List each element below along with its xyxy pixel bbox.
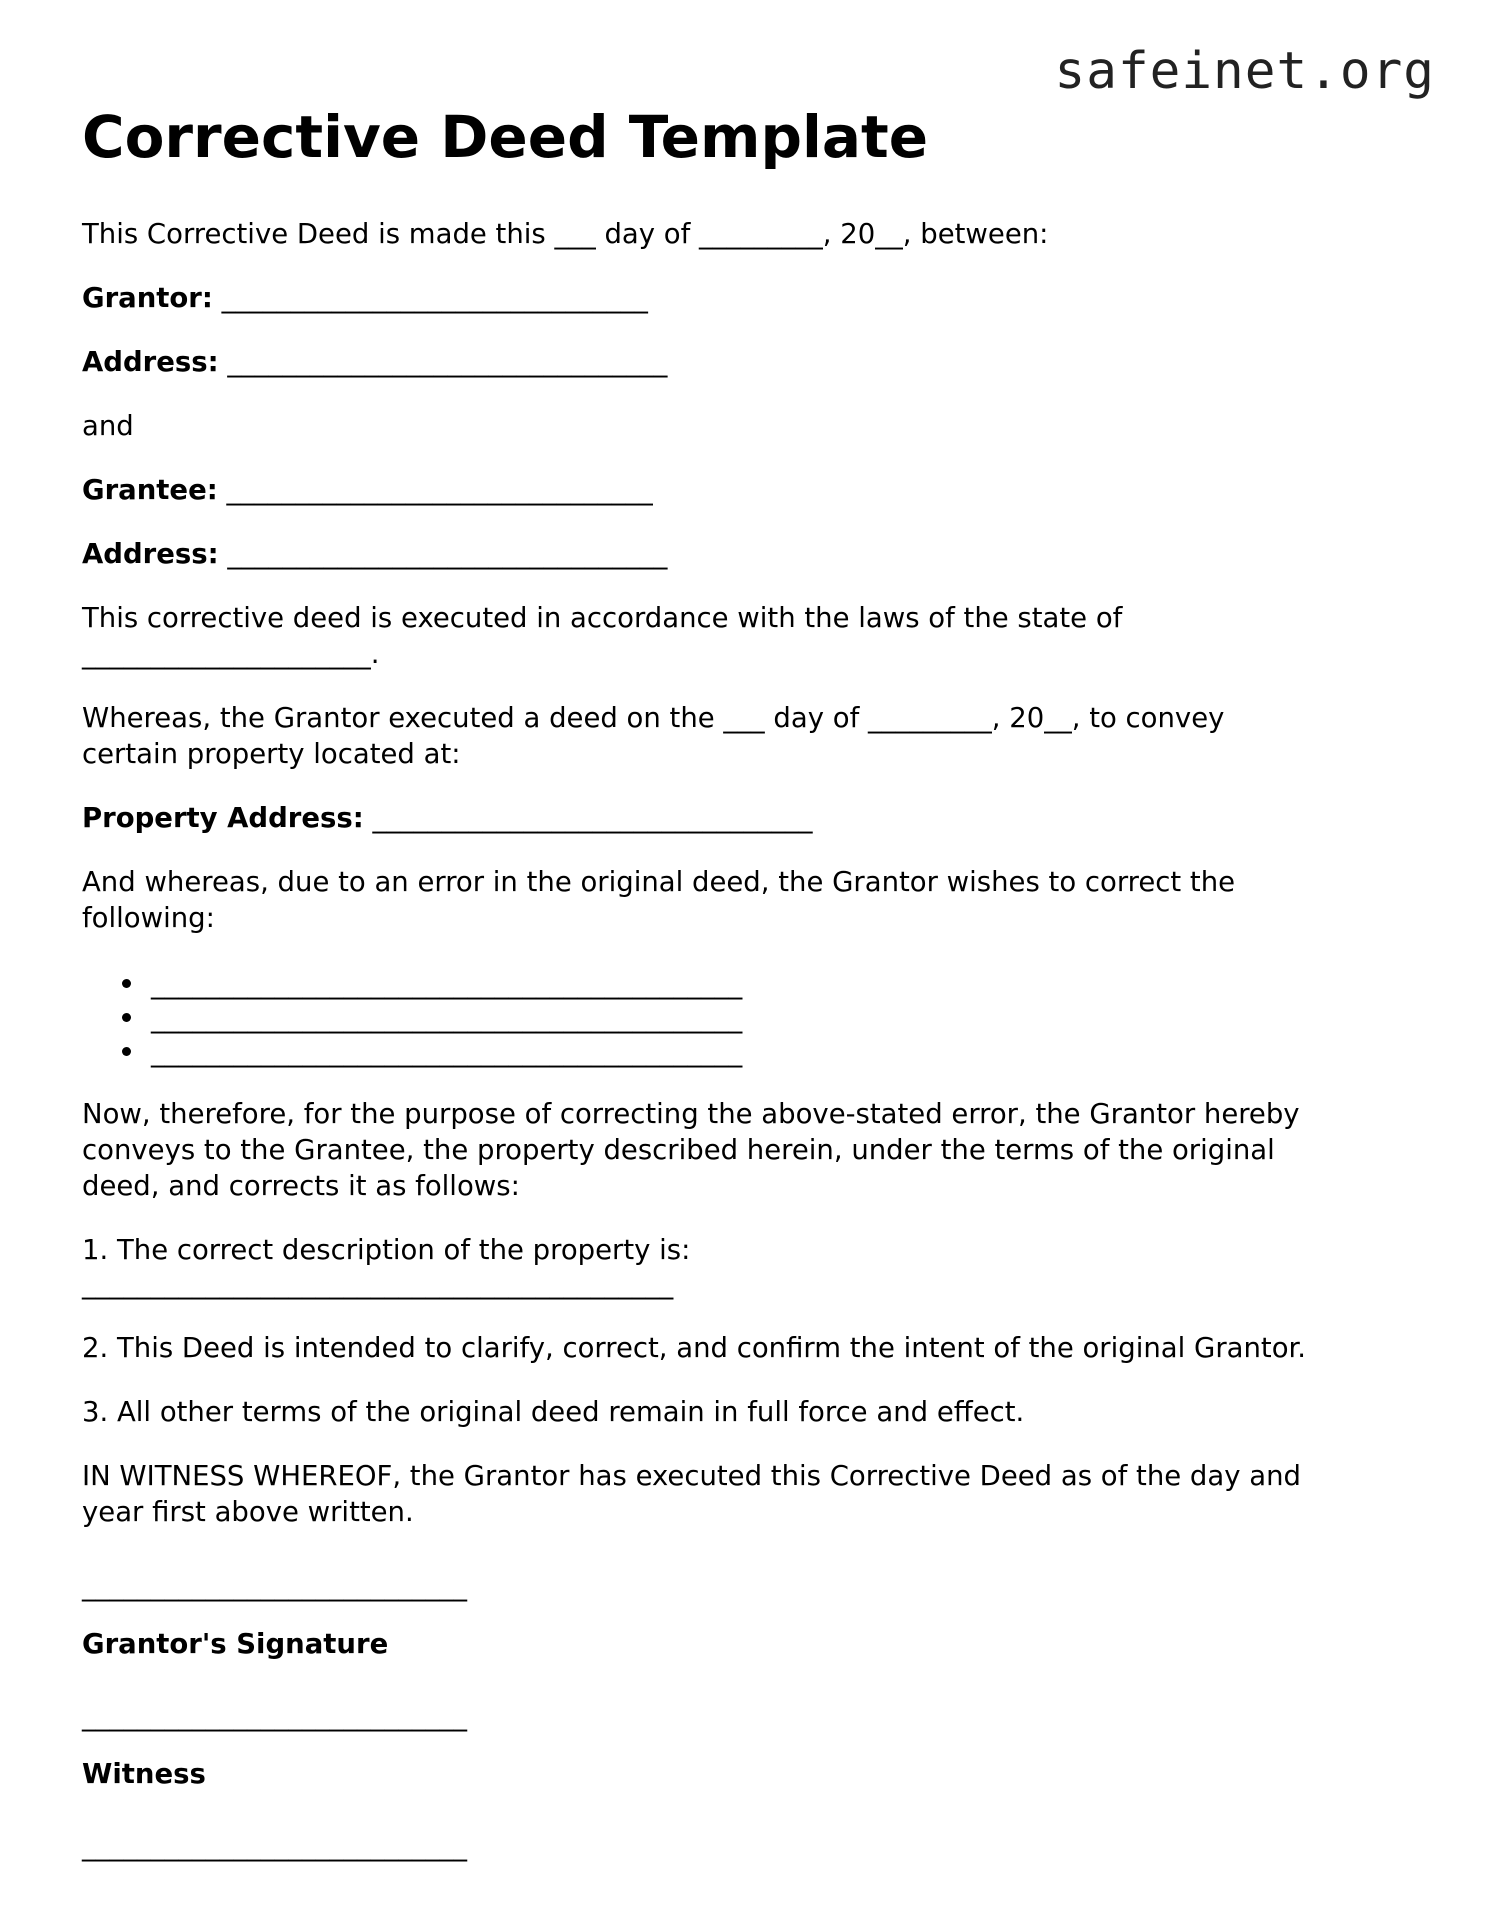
grantee-address-field — [82, 536, 667, 572]
bullet-icon — [122, 979, 131, 988]
property-address-field — [82, 800, 813, 836]
term-1-line-1: 1. The correct description of the property is: — [82, 1234, 691, 1266]
property-address-blank: ________________________________ — [372, 802, 813, 834]
grantee-label: Grantee: — [82, 474, 218, 506]
bullet-icon — [122, 1047, 131, 1056]
grantor-address-blank: ________________________________ — [227, 346, 668, 378]
witness-label: Witness — [82, 1758, 206, 1790]
grantor-label: Grantor: — [82, 282, 213, 314]
now-therefore-line-2: conveys to the Grantee, the property described herein, under the terms of the original — [82, 1134, 1275, 1166]
grantor-blank: _______________________________ — [221, 282, 648, 314]
term-1-line-2: ___________________________________________ — [82, 1268, 674, 1300]
and-text: and — [82, 410, 134, 442]
document-title: Corrective Deed Template — [82, 103, 929, 171]
grantee-address-blank: ________________________________ — [227, 538, 668, 570]
extra-signature-line: ____________________________ — [82, 1830, 467, 1862]
witness-whereof-line-1: IN WITNESS WHEREOF, the Grantor has executed this Corrective Deed as of the day and — [82, 1460, 1301, 1492]
error-text-line-1: And whereas, due to an error in the original deed, the Grantor wishes to correct the — [82, 866, 1236, 898]
watermark-text: safeinet.org — [1054, 42, 1435, 101]
error-text-line-2: following: — [82, 902, 215, 934]
term-3: 3. All other terms of the original deed remain in full force and effect. — [82, 1396, 1025, 1428]
now-therefore-line-1: Now, therefore, for the purpose of correcting the above-stated error, the Grantor hereby — [82, 1098, 1300, 1130]
grantee-field — [82, 472, 653, 508]
laws-text-line-1: This corrective deed is executed in accordance with the laws of the state of — [82, 602, 1123, 634]
whereas-text-line-2: certain property located at: — [82, 738, 461, 770]
grantee-address-label: Address: — [82, 538, 219, 570]
bullet-icon — [122, 1013, 131, 1022]
correction-list-item — [122, 966, 742, 1002]
correction-list-item — [122, 1000, 742, 1036]
correction-blank: ___________________________________________ — [151, 968, 743, 1000]
correction-list-item — [122, 1034, 742, 1070]
property-address-label: Property Address: — [82, 802, 364, 834]
correction-blank: ___________________________________________ — [151, 1002, 743, 1034]
intro-text: This Corrective Deed is made this ___ day of _________, 20__, between: — [82, 218, 1049, 250]
witness-signature-line: ____________________________ — [82, 1700, 467, 1732]
witness-whereof-line-2: year first above written. — [82, 1496, 414, 1528]
grantee-blank: _______________________________ — [226, 474, 653, 506]
laws-text-line-2: _____________________. — [82, 638, 380, 670]
grantor-signature-label: Grantor's Signature — [82, 1628, 389, 1660]
grantor-address-field — [82, 344, 667, 380]
now-therefore-line-3: deed, and corrects it as follows: — [82, 1170, 520, 1202]
term-2: 2. This Deed is intended to clarify, correct, and confirm the intent of the original Grantor. — [82, 1332, 1307, 1364]
correction-blank: ___________________________________________ — [151, 1036, 743, 1068]
grantor-signature-line: ____________________________ — [82, 1570, 467, 1602]
grantor-field — [82, 280, 648, 316]
grantor-address-label: Address: — [82, 346, 219, 378]
whereas-text-line-1: Whereas, the Grantor executed a deed on the ___ day of _________, 20__, to convey — [82, 702, 1225, 734]
